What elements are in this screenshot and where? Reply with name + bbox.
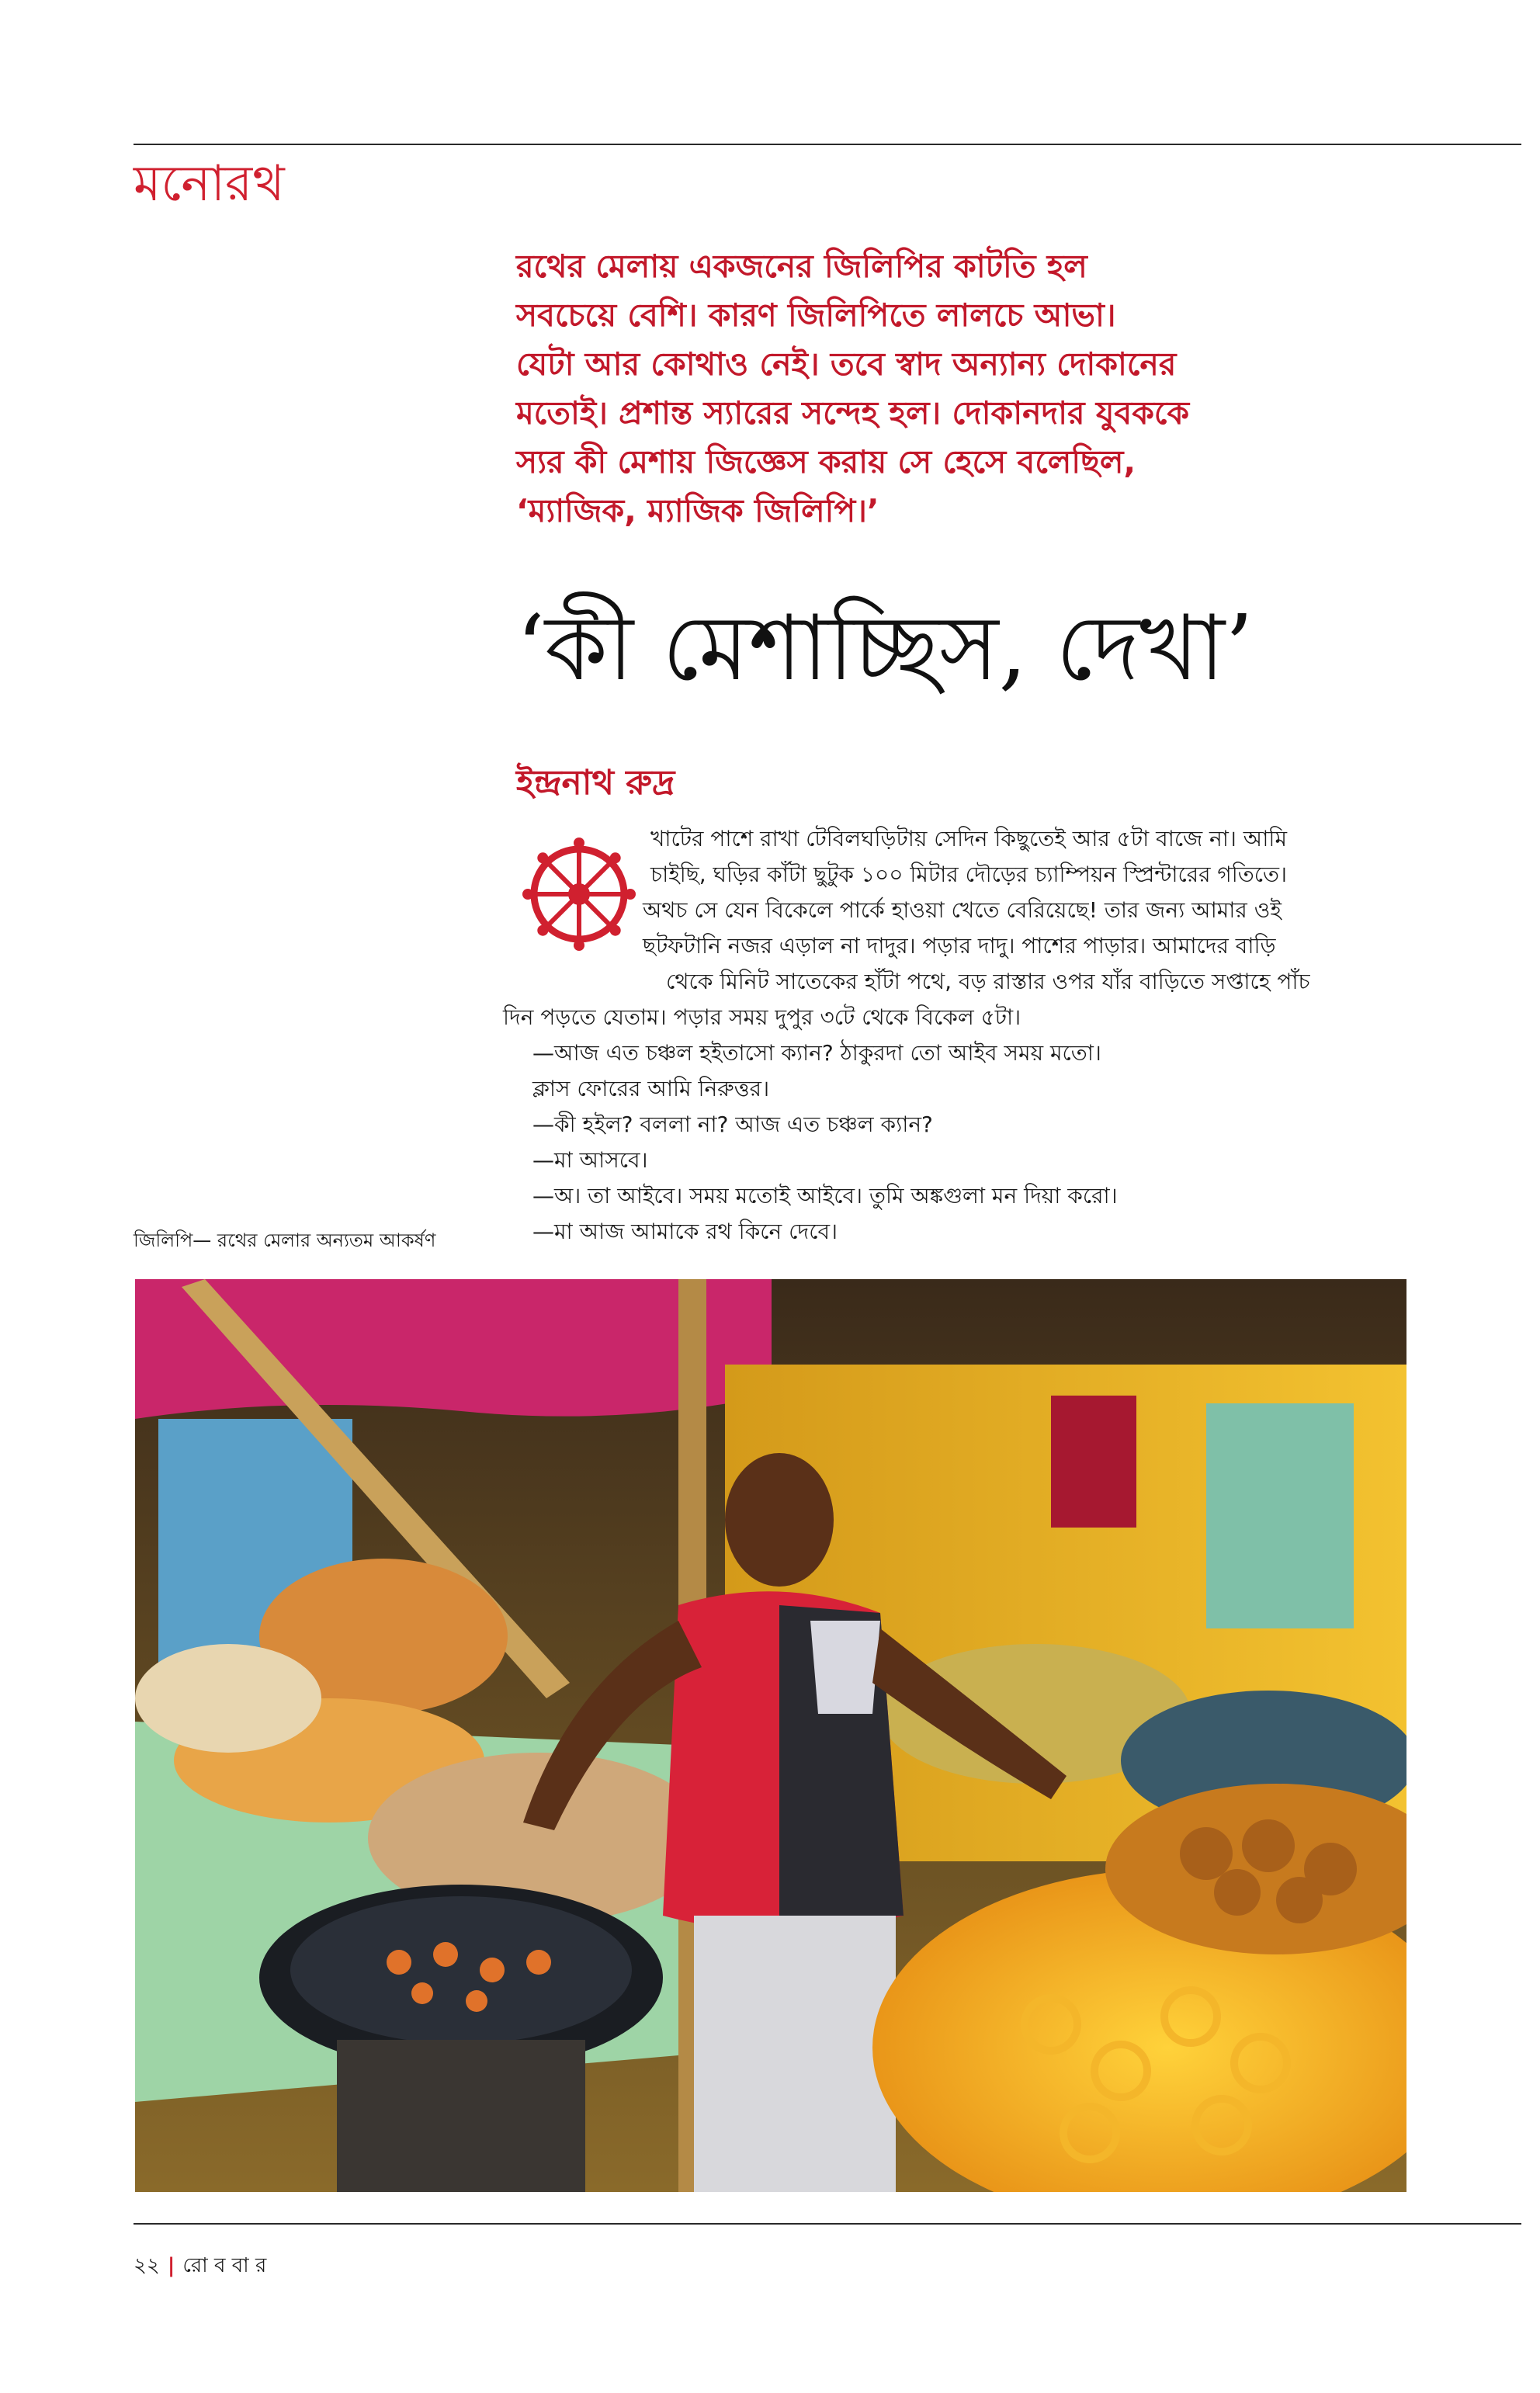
body-line: চাইছি, ঘড়ির কাঁটা ছুটুক ১০০ মিটার দৌড়ের চ্যাম্পিয়ন স্প্রিন্টারের গতিতে। [650,862,1288,887]
section-label: মনোরথ [134,155,285,213]
standfirst-line: ‘ম্যাজিক, ম্যাজিক জিলিপি।’ [516,492,879,529]
photo-caption: জিলিপি— রথের মেলার অন্যতম আকর্ষণ [134,1229,436,1251]
dialogue-line: —কী হইল? বললা না? আজ এত চঞ্চল ক্যান? [532,1112,933,1137]
body-line: ছটফটানি নজর এড়াল না দাদুর। পড়ার দাদু। পাশের পাড়ার। আমাদের বাড়ি [643,933,1276,959]
dialogue-line: —আজ এত চঞ্চল হইতাসো ক্যান? ঠাকুরদা তো আইব সময় মতো। [532,1040,1101,1066]
body-line: থেকে মিনিট সাতেকের হাঁটা পথে, বড় রাস্তার ওপর যাঁর বাড়িতে সপ্তাহে পাঁচ [666,969,1310,994]
standfirst-line: রথের মেলায় একজনের জিলিপির কাটতি হল [516,248,1087,285]
dialogue-line: —মা আসবে। [532,1147,648,1173]
body-line: খাটের পাশে রাখা টেবিলঘড়িটায় সেদিন কিছুতেই আর ৫টা বাজে না। আমি [650,826,1287,851]
bottom-rule [134,2223,1521,2225]
top-rule [134,144,1521,145]
dialogue-line: —মা আজ আমাকে রথ কিনে দেবে। [532,1219,838,1244]
page-number: ২২ [134,2254,160,2277]
footer-separator: | [167,2254,175,2277]
magazine-name: রো ব বা র [182,2254,267,2277]
standfirst [516,242,1386,536]
dialogue-line: —অ। তা আইবে। সময় মতোই আইবে। তুমি অঙ্কগুলা মন দিয়া করো। [532,1183,1118,1209]
dialogue-line: ক্লাস ফোরের আমি নিরুত্তর। [532,1076,770,1101]
jalebi-stall-photo [135,1279,1406,2192]
article-body [503,821,1458,1250]
body-line: দিন পড়তে যেতাম। পড়ার সময় দুপুর ৩টে থেকে বিকেল ৫টা। [503,1004,1021,1030]
body-line: অথচ সে যেন বিকেলে পার্কে হাওয়া খেতে বেরিয়েছে! তার জন্য আমার ওই [643,897,1282,923]
standfirst-line: যেটা আর কোথাও নেই। তবে স্বাদ অন্যান্য দোকানের [516,345,1177,383]
page-footer [134,2249,266,2284]
headline: ‘কী মেশাচ্ছিস, দেখা’ [516,596,1254,701]
byline: ইন্দ্রনাথ রুদ্র [516,763,675,803]
standfirst-line: সবচেয়ে বেশি। কারণ জিলিপিতে লালচে আভা। [516,297,1116,334]
standfirst-line: স্যর কী মেশায় জিজ্ঞেস করায় সে হেসে বলেছিল, [516,443,1136,480]
standfirst-line: মতোই। প্রশান্ত স্যারের সন্দেহ হল। দোকানদার যুবককে [516,394,1190,432]
